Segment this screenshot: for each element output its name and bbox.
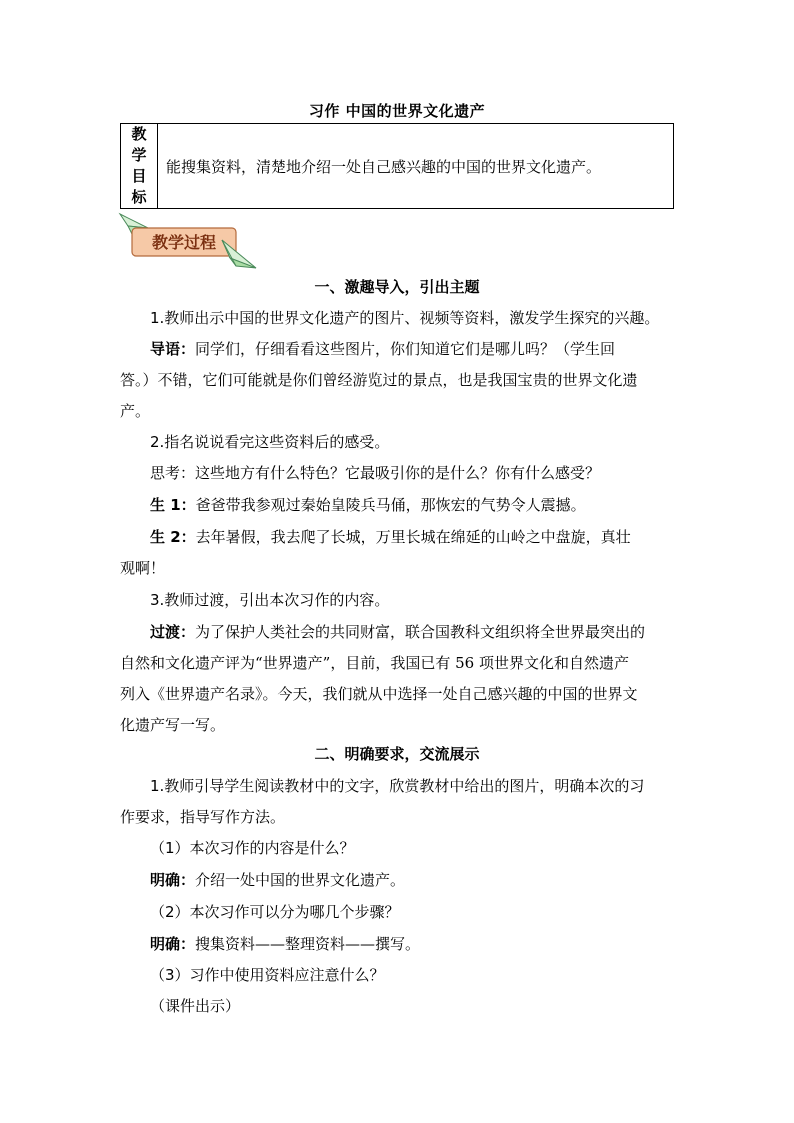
text: 去年暑假，我去爬了长城，万里长城在绵延的山岭之中盘旋，真壮: [195, 528, 631, 546]
paragraph: [150, 490, 586, 520]
paragraph: 思考：这些地方有什么特色？它最吸引你的是什么？你有什么感受？: [150, 464, 601, 482]
objective-label-char: 学: [131, 146, 147, 164]
paragraph: 3.教师过渡，引出本次习作的内容。: [150, 591, 390, 609]
paragraph: 2.指名说说看完这些资料后的感受。: [150, 433, 390, 451]
document-title: 习作 中国的世界文化遗产: [308, 102, 486, 120]
section-heading: 二、明确要求，交流展示: [314, 745, 480, 763]
objective-label-char: 标: [131, 188, 147, 206]
paragraph: [150, 929, 420, 959]
section-heading: 一、激趣导入，引出主题: [314, 278, 480, 296]
paragraph: （课件出示）: [150, 997, 241, 1015]
paragraph: 答。）不错，它们可能就是你们曾经游览过的景点，也是我国宝贵的世界文化遗: [120, 371, 638, 389]
objective-label-char: 教: [131, 125, 147, 143]
paragraph: 1.教师出示中国的世界文化遗产的图片、视频等资料，激发学生探究的兴趣。: [150, 309, 660, 327]
text: 介绍一处中国的世界文化遗产。: [195, 871, 406, 889]
paragraph: [150, 334, 615, 364]
paragraph: 作要求，指导写作方法。: [120, 808, 286, 826]
label-mingque: 明确：: [150, 935, 196, 953]
paragraph: 1.教师引导学生阅读教材中的文字，欣赏教材中给出的图片，明确本次的习: [150, 777, 645, 795]
objective-label: [121, 124, 158, 209]
paragraph: 列入《世界遗产名录》。今天，我们就从中选择一处自己感兴趣的中国的世界文: [120, 685, 638, 703]
paragraph: 自然和文化遗产评为“世界遗产”，目前，我国已有 56 项世界文化和自然遗产: [120, 654, 629, 672]
label-student-2: 生 2：: [150, 528, 196, 546]
objective-label-char: 目: [131, 167, 147, 185]
paragraph: （2）本次习作可以分为哪几个步骤？: [150, 903, 400, 921]
label-daoyu: 导语：: [150, 340, 196, 358]
text: 同学们，仔细看看这些图片，你们知道它们是哪儿吗？（学生回: [195, 340, 616, 358]
teaching-process-banner: [118, 212, 258, 270]
objective-text: 能搜集资料，清楚地介绍一处自己感兴趣的中国的世界文化遗产。: [158, 124, 674, 209]
paragraph: [150, 522, 631, 552]
paragraph: （3）习作中使用资料应注意什么？: [150, 966, 385, 984]
label-guodu: 过渡：: [150, 623, 196, 641]
paragraph: 化遗产写一写。: [120, 716, 226, 734]
paragraph: 观啊！: [120, 559, 166, 577]
paragraph: [150, 617, 645, 647]
objective-table: [120, 123, 674, 209]
paragraph: [150, 865, 405, 895]
banner-text: 教学过程: [151, 233, 217, 252]
label-student-1: 生 1：: [150, 496, 196, 514]
label-mingque: 明确：: [150, 871, 196, 889]
text: 为了保护人类社会的共同财富，联合国教科文组织将全世界最突出的: [195, 623, 646, 641]
text: 搜集资料——整理资料——撰写。: [195, 935, 421, 953]
paragraph: （1）本次习作的内容是什么？: [150, 839, 355, 857]
text: 爸爸带我参观过秦始皇陵兵马俑，那恢宏的气势令人震撼。: [195, 496, 586, 514]
paragraph: 产。: [120, 402, 151, 420]
